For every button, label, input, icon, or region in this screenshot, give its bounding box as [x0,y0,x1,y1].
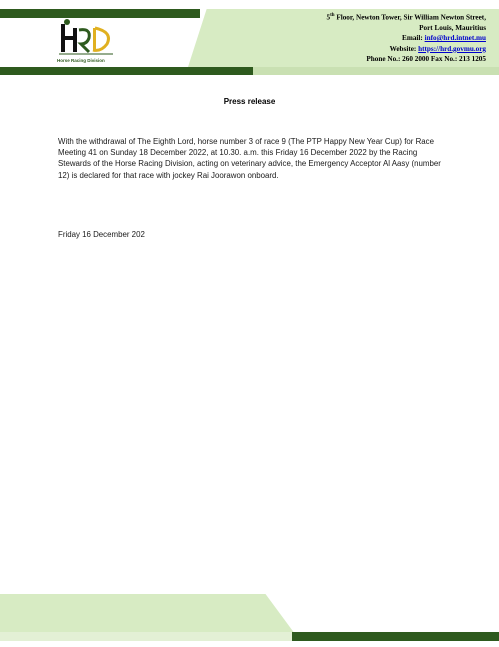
email-link[interactable]: info@hrd.intnet.mu [424,34,486,43]
phone-line: Phone No.: 260 2000 Fax No.: 213 1205 [366,55,486,64]
website-link[interactable]: https://hrd.govmu.org [418,44,486,53]
header-band-dark-bottom [0,67,253,75]
contact-block [326,11,486,65]
website-line: Website: https://hrd.govmu.org [389,44,486,53]
footer-band-dark [292,632,499,641]
address-line-1: 5th Floor, Newton Tower, Sir William Newton Street, [326,13,486,22]
address-line-2: Port Louis, Mauritius [419,23,486,32]
date-line: Friday 16 December 202 [58,230,145,239]
header-band-dark-top [0,9,200,18]
page-title: Press release [223,97,276,106]
press-release-body: With the withdrawal of The Eighth Lord, horse number 3 of race 9 (The PTP Happy New Year Cup) for Race Meeting 41 on Sunday 18 December 2022, at 10.30. a.m. this Friday 16 December 2022 by the Racing Stewards of the Horse Racing Division, acting on veterinary advice, the Emergency Acceptor Al Aasy (number 12) is declared for that race with jockey Rai Joorawon onboard. [58,137,441,180]
footer-band-light [0,594,295,634]
logo-caption: Horse Racing Division [57,58,105,63]
footer-band-light-bottom [0,632,295,641]
email-line: Email: info@hrd.intnet.mu [402,34,486,43]
header-band-light-bottom [253,67,499,75]
